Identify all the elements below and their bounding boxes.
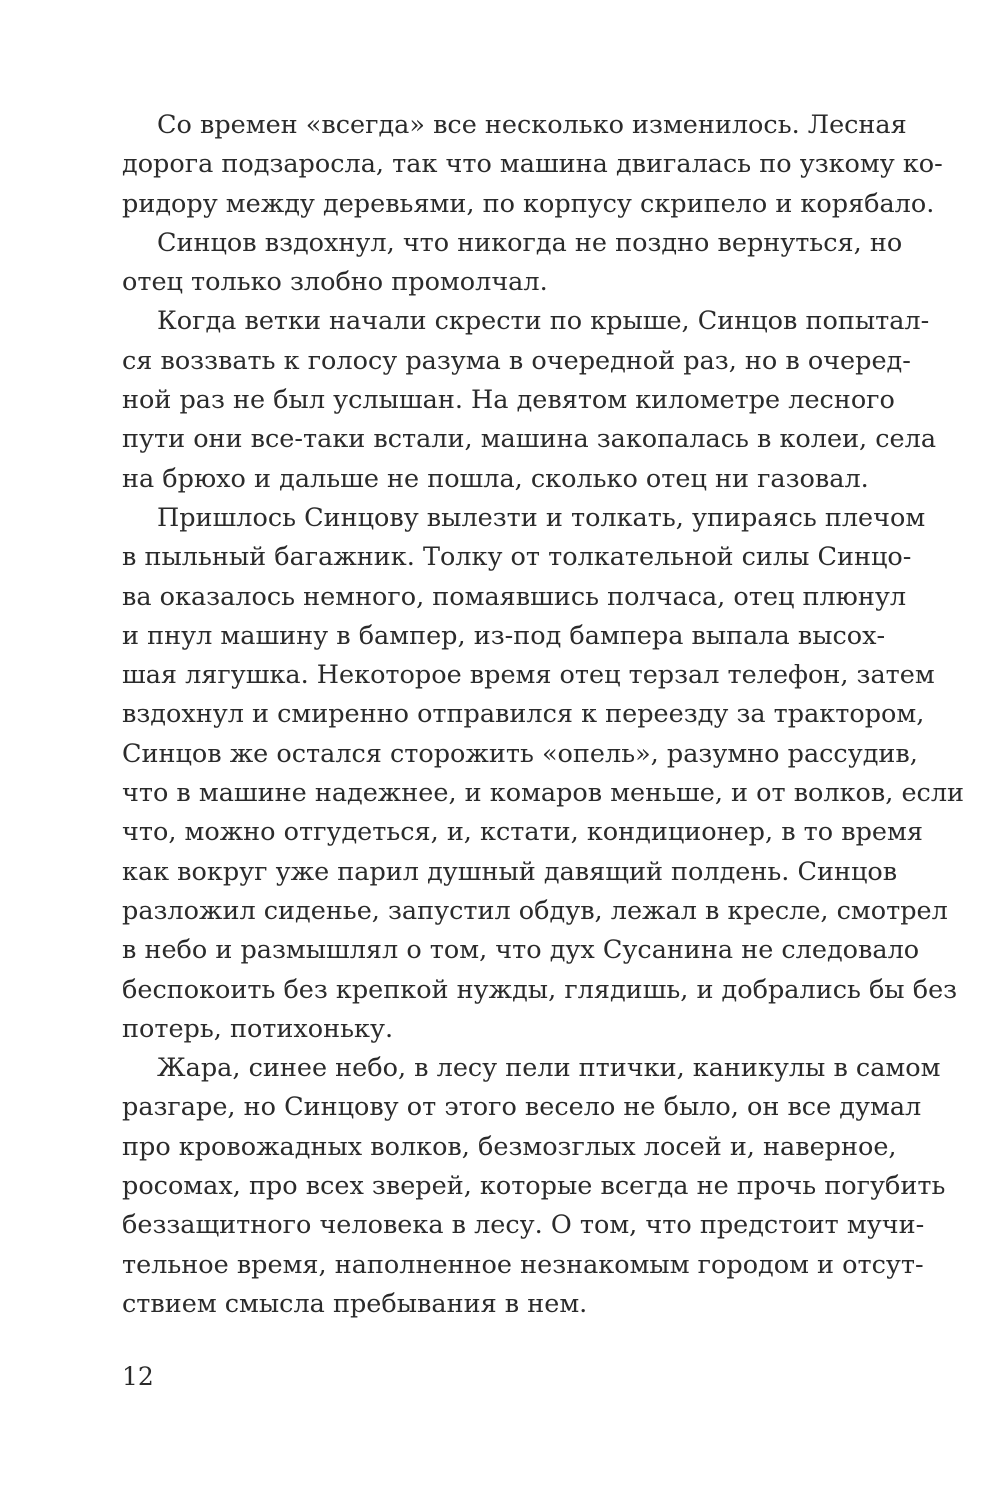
text-line: Синцов же остался сторожить «опель», разумно рассудив, (122, 738, 918, 769)
text-line: как вокруг уже парил душный давящий полдень. Синцов (122, 856, 898, 887)
text-line: вздохнул и смиренно отправился к переезду за трактором, (122, 699, 925, 730)
text-line: Пришлось Синцову вылезти и толкать, упираясь плечом (157, 502, 926, 533)
text-line: дорога подзаросла, так что машина двигалась по узкому ко- (122, 149, 943, 180)
text-line: пути они все-таки встали, машина закопалась в колеи, села (122, 424, 937, 455)
text-line: отец только злобно промолчал. (122, 267, 548, 298)
text-line: в небо и размышлял о том, что дух Сусанина не следовало (122, 935, 920, 966)
text-line: беспокоить без крепкой нужды, глядишь, и добрались бы без (122, 974, 958, 1005)
text-line: шая лягушка. Некоторое время отец терзал телефон, затем (122, 660, 935, 691)
text-line: разгаре, но Синцову от этого весело не было, он все думал (122, 1092, 922, 1123)
text-line: ридору между деревьями, по корпусу скрипело и корябало. (122, 188, 935, 219)
text-line: Когда ветки начали скрести по крыше, Синцов попытал- (157, 306, 930, 337)
text-line: Со времен «всегда» все несколько изменилось. Лесная (157, 110, 907, 140)
text-line: Жара, синее небо, в лесу пели птички, каникулы в самом (157, 1053, 941, 1084)
text-line: что в машине надежнее, и комаров меньше, и от волков, если (122, 778, 965, 809)
text-line: ствием смысла пребывания в нем. (122, 1288, 588, 1319)
text-line: на брюхо и дальше не пошла, сколько отец ни газовал. (122, 463, 869, 494)
body-text (122, 106, 965, 1324)
text-line: про кровожадных волков, безмозглых лосей и, наверное, (122, 1131, 897, 1162)
paragraph (122, 224, 903, 303)
text-line: росомах, про всех зверей, которые всегда не прочь погубить (122, 1171, 946, 1202)
text-line: тельное время, наполненное незнакомым городом и отсут- (122, 1249, 924, 1280)
paragraph (122, 106, 943, 224)
text-line: беззащитного человека в лесу. О том, что предстоит мучи- (122, 1210, 925, 1241)
page-number: 12 (122, 1362, 154, 1391)
text-line: ной раз не был услышан. На девятом километре лесного (122, 385, 895, 416)
text-line: и пнул машину в бампер, из-под бампера выпала высох- (122, 620, 886, 651)
paragraph (122, 499, 965, 1049)
text-line: Синцов вздохнул, что никогда не поздно вернуться, но (157, 227, 903, 258)
text-line: в пыльный багажник. Толку от толкательной силы Синцо- (122, 542, 912, 573)
text-line: потерь, потихоньку. (122, 1013, 394, 1044)
paragraph (122, 1049, 946, 1324)
paragraph (122, 302, 937, 498)
text-line: ва оказалось немного, помаявшись полчаса, отец плюнул (122, 581, 907, 612)
text-line: что, можно отгудеться, и, кстати, кондиционер, в то время (122, 817, 923, 848)
text-line: ся воззвать к голосу разума в очередной раз, но в очеред- (122, 345, 911, 376)
text-line: разложил сиденье, запустил обдув, лежал в кресле, смотрел (122, 895, 948, 926)
